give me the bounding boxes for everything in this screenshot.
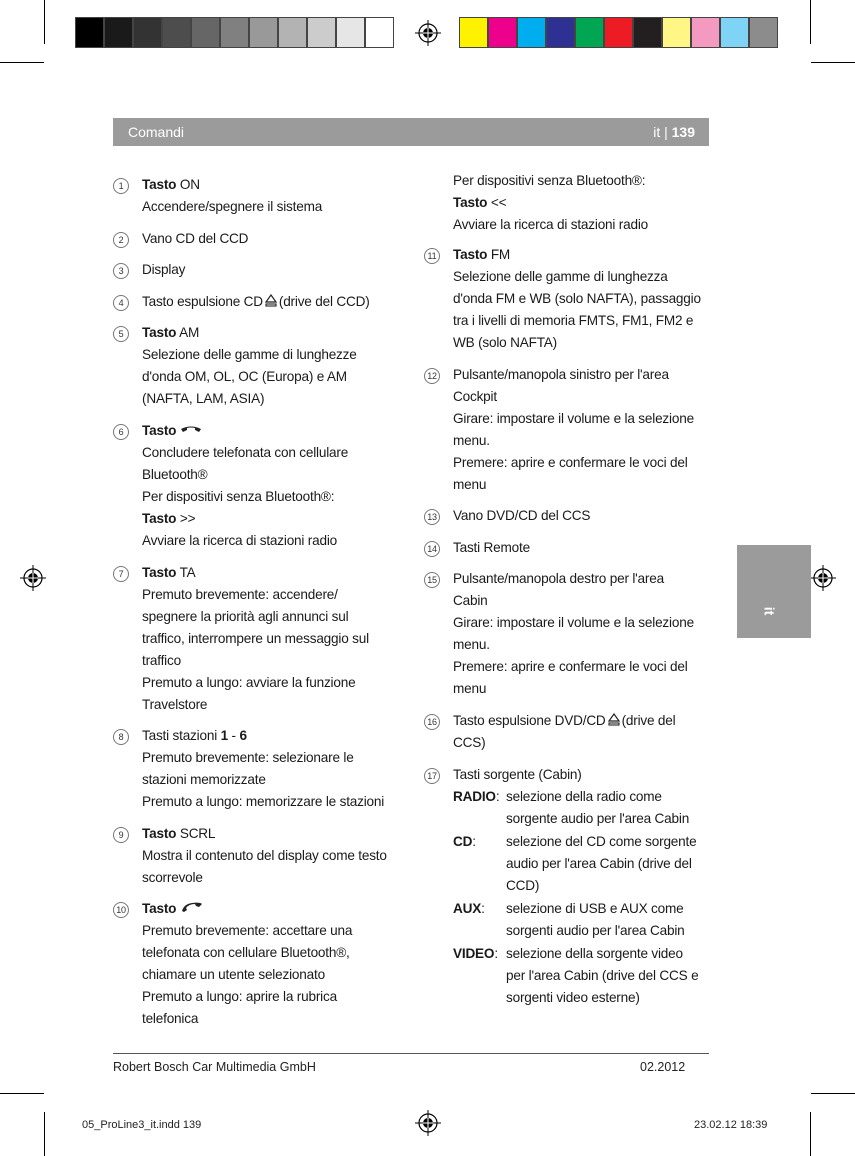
item-text: Accendere/spegnere il sistema bbox=[142, 199, 323, 214]
item-text: Per dispositivi senza Bluetooth®: bbox=[142, 489, 335, 504]
source-description: selezione di USB e AUX come bbox=[506, 900, 684, 916]
color-swatch bbox=[517, 17, 546, 48]
item-text: Premuto a lungo: avviare la funzione bbox=[142, 674, 356, 690]
source-key: RADIO: bbox=[453, 788, 500, 804]
item-text: Premuto a lungo: aprire la rubrica bbox=[142, 989, 337, 1005]
item-text: Cockpit bbox=[453, 388, 497, 404]
item-text: Concludere telefonata con cellulare bbox=[142, 445, 349, 460]
slug-date: 23.02.12 18:39 bbox=[694, 1119, 768, 1131]
item-title: Tasti Remote bbox=[453, 539, 530, 555]
gray-swatch bbox=[307, 17, 336, 48]
color-swatch bbox=[604, 17, 633, 48]
gray-swatch bbox=[220, 17, 249, 48]
source-description: CCD) bbox=[506, 877, 540, 893]
color-swatch bbox=[720, 17, 749, 48]
item-title: Tasto bbox=[142, 420, 202, 442]
item-number-badge: 12 bbox=[424, 368, 440, 384]
item-text: (NAFTA, LAM, ASIA) bbox=[142, 391, 265, 407]
item-text: Avviare la ricerca di stazioni radio bbox=[142, 533, 338, 548]
item-text: menu. bbox=[453, 637, 490, 653]
color-swatch bbox=[691, 17, 720, 48]
crop-mark bbox=[44, 1112, 45, 1156]
item-text: Travelstore bbox=[142, 696, 208, 712]
gray-swatch bbox=[75, 17, 104, 48]
crop-mark bbox=[810, 0, 811, 44]
item-title: Tasto FM bbox=[453, 247, 511, 262]
item-text: telefonata con cellulare Bluetooth®, bbox=[142, 945, 350, 961]
item-text: Premere: aprire e confermare le voci del bbox=[453, 659, 688, 675]
item-title: Tasto ON bbox=[142, 177, 200, 192]
source-description: selezione della radio come bbox=[506, 788, 662, 804]
gray-swatch bbox=[336, 17, 365, 48]
item-number-badge: 4 bbox=[113, 295, 129, 311]
color-swatch bbox=[488, 17, 517, 48]
gray-swatch bbox=[162, 17, 191, 48]
crop-mark bbox=[0, 1093, 44, 1094]
item-text: spegnere la priorità agli annunci sul bbox=[142, 608, 349, 624]
crop-mark bbox=[810, 1112, 811, 1156]
color-swatch bbox=[546, 17, 575, 48]
item-number-badge: 6 bbox=[113, 424, 129, 440]
item-text: Premuto brevemente: accendere/ bbox=[142, 586, 338, 602]
item-number-badge: 15 bbox=[424, 572, 440, 588]
footer-date: 02.2012 bbox=[640, 1060, 686, 1074]
item-number-badge: 8 bbox=[113, 729, 129, 745]
item-text: stazioni memorizzate bbox=[142, 772, 266, 788]
item-number-badge: 14 bbox=[424, 541, 440, 557]
item-text: CCS) bbox=[453, 735, 486, 750]
item-text: traffico bbox=[142, 652, 181, 668]
item-title: Tasto espulsione CD (drive del CCD) bbox=[142, 293, 370, 309]
item-text: Premuto a lungo: memorizzare le stazioni bbox=[142, 794, 385, 810]
item-title: Tasto SCRL bbox=[142, 825, 216, 841]
registration-mark-icon bbox=[20, 565, 46, 591]
gray-calibration-strip bbox=[75, 17, 394, 48]
item-text: Bluetooth® bbox=[142, 467, 208, 482]
item-text: Per dispositivi senza Bluetooth®: bbox=[453, 173, 646, 188]
footer-rule bbox=[113, 1053, 709, 1054]
crop-mark bbox=[811, 62, 855, 63]
gray-swatch bbox=[191, 17, 220, 48]
page-header bbox=[113, 118, 709, 146]
source-description: per l'area Cabin (drive del CCS e bbox=[506, 967, 699, 983]
gray-swatch bbox=[365, 17, 394, 48]
item-text: Mostra il contenuto del display come testo bbox=[142, 847, 387, 863]
item-title: Vano CD del CCD bbox=[142, 230, 249, 246]
crop-mark bbox=[44, 0, 45, 44]
item-text: menu bbox=[453, 681, 487, 697]
color-swatch bbox=[575, 17, 604, 48]
item-title: Tasti stazioni 1 - 6 bbox=[142, 728, 247, 744]
item-title: Tasto espulsione DVD/CD (drive del bbox=[453, 713, 676, 728]
registration-mark-icon bbox=[415, 20, 441, 46]
eject-icon bbox=[265, 294, 277, 308]
item-number-badge: 5 bbox=[113, 326, 129, 342]
item-title: Vano DVD/CD del CCS bbox=[453, 508, 591, 524]
item-number-badge: 3 bbox=[113, 263, 129, 279]
item-title: Tasto AM bbox=[142, 325, 200, 341]
item-title: Tasto TA bbox=[142, 564, 196, 580]
end-call-icon bbox=[180, 425, 202, 435]
source-description: sorgente audio per l'area Cabin bbox=[506, 810, 690, 826]
gray-swatch bbox=[278, 17, 307, 48]
gray-swatch bbox=[133, 17, 162, 48]
item-title: Tasto bbox=[142, 898, 204, 920]
item-text: d'onda OM, OL, OC (Europa) e AM bbox=[142, 369, 347, 385]
item-number-badge: 1 bbox=[113, 178, 129, 194]
item-text: Premuto brevemente: selezionare le bbox=[142, 750, 354, 766]
item-text: Cabin bbox=[453, 593, 488, 609]
section-title: Comandi bbox=[128, 124, 185, 140]
color-calibration-strip bbox=[459, 17, 778, 48]
item-text: traffico, interrompere un messaggio sul bbox=[142, 630, 369, 646]
item-number-badge: 2 bbox=[113, 232, 129, 248]
item-text: Tasto << bbox=[453, 195, 507, 210]
item-text: chiamare un utente selezionato bbox=[142, 967, 325, 983]
source-description: selezione del CD come sorgente bbox=[506, 833, 697, 849]
item-text: Avviare la ricerca di stazioni radio bbox=[453, 217, 649, 232]
eject-icon bbox=[608, 713, 620, 727]
source-key: VIDEO: bbox=[453, 945, 498, 961]
accept-call-icon bbox=[180, 901, 204, 913]
item-text: Girare: impostare il volume e la selezione bbox=[453, 615, 694, 631]
item-text: WB (solo NAFTA) bbox=[453, 335, 557, 350]
item-text: tra i livelli di memoria FMTS, FM1, FM2 e bbox=[453, 313, 694, 328]
item-number-badge: 17 bbox=[424, 768, 440, 784]
item-number-badge: 11 bbox=[424, 248, 440, 264]
item-number-badge: 10 bbox=[113, 902, 129, 918]
color-swatch bbox=[633, 17, 662, 48]
item-text: menu bbox=[453, 476, 487, 492]
crop-mark bbox=[811, 1093, 855, 1094]
item-text: telefonica bbox=[142, 1011, 199, 1027]
source-key: CD: bbox=[453, 833, 476, 849]
gray-swatch bbox=[249, 17, 278, 48]
source-key: AUX: bbox=[453, 900, 485, 916]
footer-company: Robert Bosch Car Multimedia GmbH bbox=[113, 1060, 316, 1074]
item-text: Premere: aprire e confermare le voci del bbox=[453, 454, 688, 470]
item-number-badge: 9 bbox=[113, 827, 129, 843]
item-title: Pulsante/manopola destro per l'area bbox=[453, 571, 664, 587]
item-text: Selezione delle gamme di lunghezza bbox=[453, 269, 668, 284]
language-tab bbox=[737, 545, 811, 638]
language-tab-label: it bbox=[761, 606, 778, 616]
item-text: Selezione delle gamme di lunghezze bbox=[142, 347, 357, 363]
item-title: Pulsante/manopola sinistro per l'area bbox=[453, 366, 669, 382]
source-description: sorgenti audio per l'area Cabin bbox=[506, 922, 685, 938]
item-text: Premuto brevemente: accettare una bbox=[142, 923, 353, 939]
gray-swatch bbox=[104, 17, 133, 48]
source-description: sorgenti video esterne) bbox=[506, 989, 640, 1005]
slug-filename: 05_ProLine3_it.indd 139 bbox=[82, 1119, 202, 1131]
source-description: selezione della sorgente video bbox=[506, 945, 683, 961]
crop-mark bbox=[0, 62, 44, 63]
registration-mark-icon bbox=[810, 565, 836, 591]
item-text: menu. bbox=[453, 432, 490, 448]
item-text: d'onda FM e WB (solo NAFTA), passaggio bbox=[453, 291, 701, 306]
color-swatch bbox=[662, 17, 691, 48]
color-swatch bbox=[459, 17, 488, 48]
item-title: Tasti sorgente (Cabin) bbox=[453, 766, 582, 782]
item-title: Display bbox=[142, 262, 186, 278]
item-number-badge: 13 bbox=[424, 509, 440, 525]
item-number-badge: 7 bbox=[113, 566, 129, 582]
registration-mark-icon bbox=[415, 1110, 441, 1136]
item-number-badge: 16 bbox=[424, 714, 440, 730]
page-number: it | 139 bbox=[653, 124, 695, 140]
item-text: scorrevole bbox=[142, 869, 203, 885]
source-description: audio per l'area Cabin (drive del bbox=[506, 855, 692, 871]
color-swatch bbox=[749, 17, 778, 48]
item-text: Girare: impostare il volume e la selezione bbox=[453, 410, 694, 426]
item-text: Tasto >> bbox=[142, 511, 196, 526]
